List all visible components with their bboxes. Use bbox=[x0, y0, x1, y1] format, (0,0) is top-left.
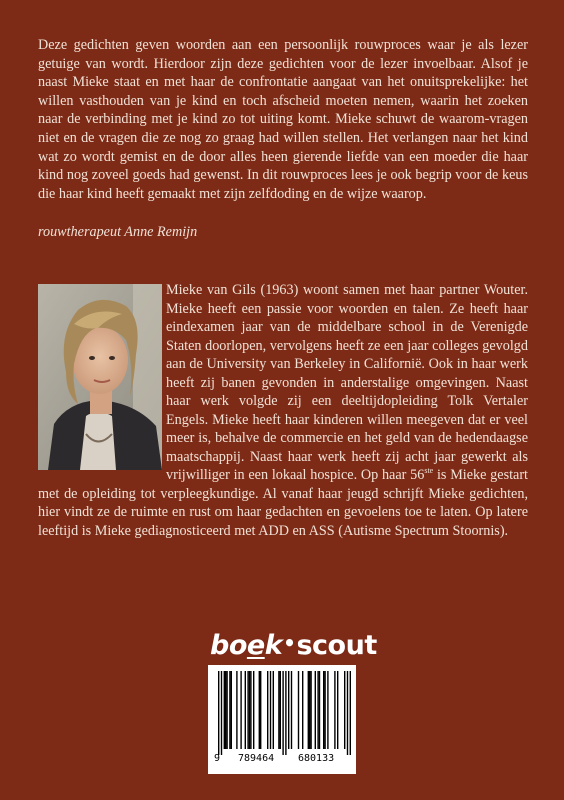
logo-text-scout: scout bbox=[296, 630, 377, 661]
barcode-bar bbox=[240, 671, 241, 749]
barcode-bar bbox=[302, 671, 303, 749]
barcode-bar bbox=[317, 671, 318, 749]
barcode-bar bbox=[260, 671, 261, 749]
barcode-bar bbox=[344, 671, 345, 749]
barcode-bar bbox=[229, 671, 230, 749]
barcode-bar bbox=[337, 671, 338, 749]
barcode-bar bbox=[218, 671, 219, 755]
author-bio bbox=[38, 281, 528, 540]
bio-text-part2: is Mieke gestart met de opleiding tot verpleegkundige. Al vanaf haar jeugd schrijft Mieke gedichten, hier vindt ze de ruimte en rust om haar gedachten en gevoelens toe te laten. Op latere leeftijd is Mieke gediagnosticeerd met ADD en ASS (Autisme Spectrum Stoornis). bbox=[38, 467, 529, 539]
isbn-number bbox=[208, 753, 356, 769]
barcode-bars bbox=[208, 665, 356, 757]
barcode-bar bbox=[309, 671, 310, 749]
logo-text-e: e bbox=[246, 630, 265, 661]
barcode-bar bbox=[249, 671, 250, 749]
isbn-group-1: 789464 bbox=[238, 753, 275, 764]
isbn-group-2: 680133 bbox=[298, 753, 335, 764]
logo-text-k: k bbox=[264, 630, 283, 661]
barcode-bar bbox=[273, 671, 274, 749]
barcode-bar bbox=[285, 671, 286, 755]
back-cover-blurb bbox=[38, 36, 528, 203]
logo-dot: • bbox=[283, 631, 296, 655]
barcode-bar bbox=[323, 671, 324, 749]
logo-text-bo: bo bbox=[210, 630, 247, 661]
blurb-text: Deze gedichten geven woorden aan een persoonlijk rouwproces waar je als lezer getuige van wordt. Hierdoor zijn deze gedichten voor de lezer invoelbaar. Alsof je naast Mieke staat en met haar de confrontatie aangaat van het onuitsprekelijke: het willen vasthouden van je kind en toch afscheid moeten nemen, waarin het zoeken naar de verbinding met je kind zo tot uiting komt. Mieke schuwt de waarom-vragen niet en de vragen die ze nog zo graag had willen stellen. Het verlangen naar het kind wat zo wordt gemist en de door alles heen gierende liefde van een moeder die haar kind nog zoveel goeds had gewenst. In dit rouwproces lees je ook begrip voor de keus die haar kind heeft gemaakt met zijn zelfdoding en de wijze waarop. bbox=[38, 37, 528, 202]
barcode-bar bbox=[225, 671, 226, 749]
barcode-bar bbox=[347, 671, 348, 755]
barcode-bar bbox=[280, 671, 281, 749]
barcode-bar bbox=[282, 671, 283, 755]
barcode-bar bbox=[245, 671, 246, 749]
bio-text-part1: Mieke van Gils (1963) woont samen met haar partner Wouter. Mieke heeft een passie voor woorden en talen. Ze heeft haar eindexamen jaar van de middelbare school in de Verenigde Staten doorlopen, vervolgens heeft ze een jaar colleges gevolgd aan de University van Berkeley in Californië. Ook in haar werk heeft zij banen gevonden in anderstalige omgevingen. Naast haar werk volgde zij een deeltijdopleiding Tolk Vertaler Engels. Mieke heeft haar kinderen willen meegeven dat er veel meer is, behalve de commercie en het geld van de hedendaagse maatschappij. Naast haar werk heeft zij acht jaar gewerkt als vrijwilliger in een lokaal hospice. Op haar 56 bbox=[166, 282, 528, 483]
barcode-bar bbox=[334, 671, 335, 749]
barcode-bar bbox=[231, 671, 232, 749]
publisher-logo bbox=[210, 630, 377, 666]
barcode-bar bbox=[221, 671, 222, 755]
barcode-bar bbox=[327, 671, 328, 749]
barcode-bar bbox=[315, 671, 316, 749]
barcode-bar bbox=[288, 671, 289, 749]
barcode-bar bbox=[310, 671, 311, 749]
barcode-bar bbox=[250, 671, 251, 749]
barcode-bar bbox=[253, 671, 254, 749]
barcode-bar bbox=[226, 671, 227, 749]
barcode-bar bbox=[267, 671, 268, 749]
barcode-bar bbox=[224, 671, 225, 749]
barcode-bar bbox=[278, 671, 279, 749]
ordinal-suffix: ste bbox=[424, 466, 434, 475]
barcode-bar bbox=[270, 671, 271, 749]
isbn-barcode bbox=[208, 665, 356, 774]
isbn-prefix: 9 bbox=[214, 753, 221, 764]
barcode-bar bbox=[350, 671, 351, 755]
barcode-bar bbox=[298, 671, 299, 749]
barcode-bar bbox=[259, 671, 260, 749]
barcode-bar bbox=[324, 671, 325, 749]
barcode-bar bbox=[308, 671, 309, 749]
barcode-bar bbox=[236, 671, 237, 749]
barcode-bar bbox=[319, 671, 320, 749]
blurb-credit: rouwtherapeut Anne Remijn bbox=[38, 224, 198, 240]
barcode-bar bbox=[291, 671, 292, 749]
barcode-bar bbox=[247, 671, 248, 749]
